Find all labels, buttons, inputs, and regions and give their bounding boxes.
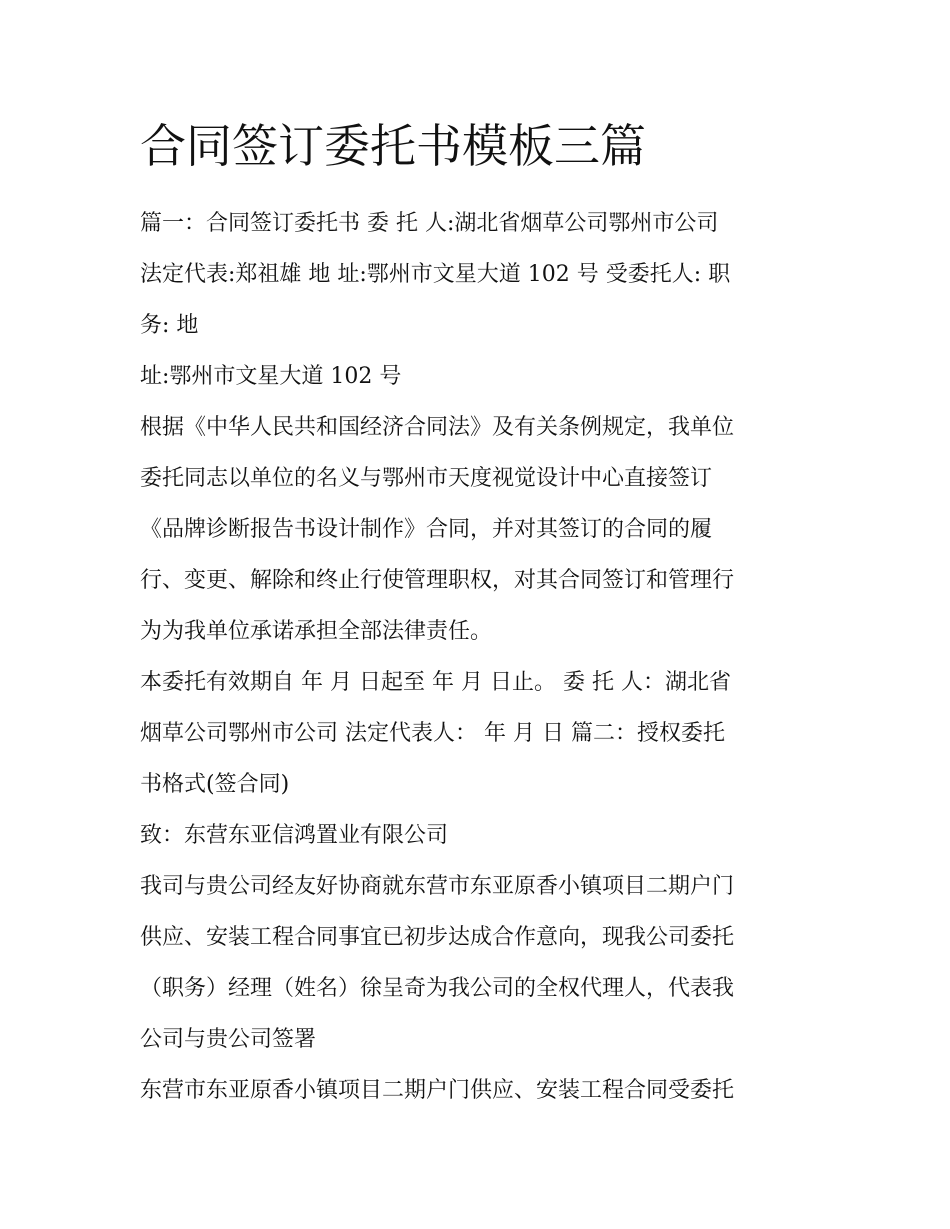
document-title: 合同签订委托书模板三篇: [140, 119, 646, 173]
text-line: 公司与贵公司签署: [140, 1027, 317, 1052]
text-line: 东营市东亚原香小镇项目二期户门供应、安装工程合同受委托: [140, 1078, 735, 1103]
text-line: 务: 地: [140, 313, 199, 338]
document-body: [140, 198, 815, 1116]
text-line: 书格式(签合同): [140, 772, 290, 797]
text-line: 址:鄂州市文星大道 102 号: [140, 364, 402, 389]
text-line: 本委托有效期自 年 月 日起至 年 月 日止。 委 托 人：湖北省: [140, 670, 731, 695]
text-line: 供应、安装工程合同事宜已初步达成合作意向，现我公司委托: [140, 925, 735, 950]
text-line: 法定代表:郑祖雄 地 址:鄂州市文星大道 102 号 受委托人: 职: [140, 262, 731, 287]
text-line: 委托同志以单位的名义与鄂州市天度视觉设计中心直接签订: [140, 466, 713, 491]
text-line: 篇一：合同签订委托书 委 托 人:湖北省烟草公司鄂州市公司: [140, 211, 719, 236]
text-line: 为为我单位承诺承担全部法律责任。: [140, 619, 493, 644]
text-line: 《品牌诊断报告书设计制作》合同，并对其签订的合同的履: [140, 517, 713, 542]
text-line: 行、变更、解除和终止行使管理职权，对其合同签订和管理行: [140, 568, 735, 593]
text-line: 我司与贵公司经友好协商就东营市东亚原香小镇项目二期户门: [140, 874, 735, 899]
text-line: 烟草公司鄂州市公司 法定代表人： 年 月 日 篇二：授权委托: [140, 721, 725, 746]
text-line: 致：东营东亚信鸿置业有限公司: [140, 823, 449, 848]
text-line: （职务）经理（姓名）徐呈奇为我公司的全权代理人，代表我: [140, 976, 735, 1001]
text-line: 根据《中华人民共和国经济合同法》及有关条例规定，我单位: [140, 415, 735, 440]
